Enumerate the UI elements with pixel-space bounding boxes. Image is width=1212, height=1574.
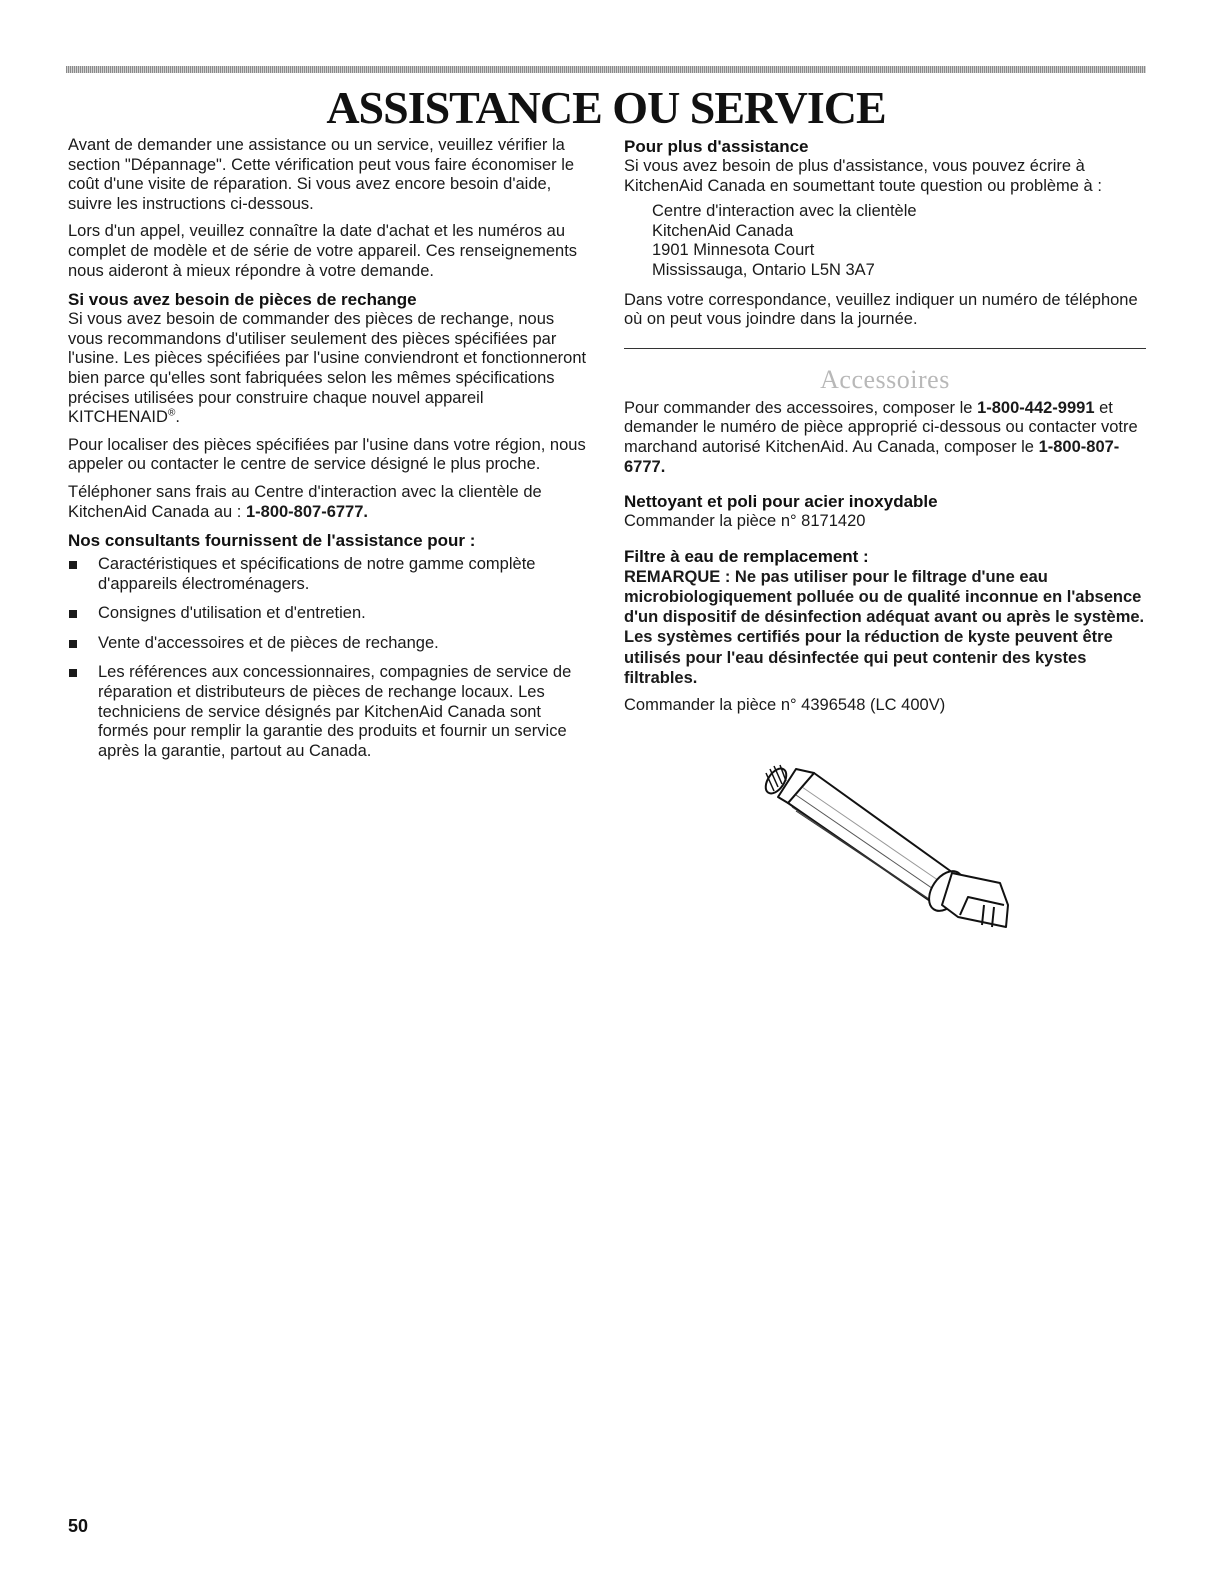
address-line: KitchenAid Canada (652, 221, 794, 240)
intro-paragraph-1: Avant de demander une assistance ou un service, veuillez vérifier la section "Dépannage". Cette vérification peut vous faire économiser le coût d'une visite de réparation. Si vous avez encore besoin d'aide, suivre les instructions ci-dessous. (68, 136, 575, 213)
parts-paragraph-1 (68, 310, 588, 428)
cleaner-heading: Nettoyant et poli pour acier inoxydable (624, 492, 938, 512)
list-item-text: Vente d'accessoires et de pièces de rechange. (98, 633, 439, 652)
filter-remarque-note: REMARQUE : Ne pas utiliser pour le filtrage d'une eau microbiologiquement polluée ou de qualité inconnue en l'absence d'un dispositif de désinfection adéquat avant ou après le système. Les systèmes certifiés pour la réduction de kyste peuvent être utilisés pour l'eau désinfectée qui peut contenir des kystes filtrables. (624, 567, 1145, 687)
consultants-list (68, 555, 588, 761)
order-text-1: Pour commander des accessoires, composer le (624, 398, 978, 417)
address-line: Mississauga, Ontario L5N 3A7 (652, 260, 875, 279)
list-item (68, 555, 588, 594)
address-line: Centre d'interaction avec la clientèle (652, 202, 917, 221)
order-phone-2: 1-800-807-6777. (624, 437, 1120, 476)
intro-paragraph-2: Lors d'un appel, veuillez connaître la date d'achat et les numéros au complet de modèle et de série de votre appareil. Ces renseignements nous aideront à mieux répondre à votre demande. (68, 222, 578, 280)
correspondence-text: Dans votre correspondance, veuillez indiquer un numéro de téléphone où on peut vous joindre dans la journée. (624, 290, 1138, 329)
list-item (68, 604, 588, 624)
registered-mark: ® (167, 407, 176, 419)
filter-heading: Filtre à eau de remplacement : (624, 546, 869, 566)
cleaner-order-text: Commander la pièce n° 8171420 (624, 512, 866, 531)
list-item (68, 663, 588, 761)
accessories-title: Accessoires (820, 364, 950, 394)
bullet-square-icon (69, 561, 77, 569)
top-decorative-rule (66, 66, 1146, 73)
list-item-text: Les références aux concessionnaires, compagnies de service de réparation et distributeurs de pièces de rechange locaux. Les techniciens de service désignés par KitchenAid Canada sont formés pour remplir la garantie des produits et fournir un service après la garantie, partout au Canada. (98, 663, 572, 760)
page-number: 50 (68, 1516, 89, 1536)
mailing-address (652, 202, 1146, 280)
order-text-2: et demander le numéro de pièce approprié ci-dessous ou contacter votre marchand autorisé KitchenAid. Au Canada, composer le (624, 398, 1138, 456)
order-phone-1: 1-800-442-9991 (977, 398, 1095, 417)
parts-paragraph-1-text: Si vous avez besoin de commander des pièces de rechange, nous vous recommandons d'utiliser seulement des pièces spécifiées par l'usine. Les pièces spécifiées par l'usine conviendront et fonctionneront bien parce qu'elles sont fabriquées selon les mêmes spécifications précises utilisées pour construire chaque nouvel appareil KITCHENAID (68, 310, 587, 427)
phone-number: 1-800-807-6777. (245, 502, 368, 521)
bullet-square-icon (69, 669, 77, 677)
water-filter-illustration (756, 755, 1018, 933)
left-column (68, 136, 588, 771)
consultants-heading: Nos consultants fournissent de l'assistance pour : (68, 531, 476, 551)
page-title: ASSISTANCE OU SERVICE (326, 82, 886, 133)
parts-paragraph-1-end: . (175, 408, 180, 427)
list-item-text: Consignes d'utilisation et d'entretien. (98, 604, 366, 623)
phone-text: Téléphoner sans frais au Centre d'interaction avec la clientèle de KitchenAid Canada au : (68, 482, 542, 521)
filter-order-text: Commander la pièce n° 4396548 (LC 400V) (624, 695, 946, 714)
list-item-text: Caractéristiques et spécifications de notre gamme complète d'appareils électroménagers. (98, 555, 536, 593)
right-column (624, 136, 1146, 716)
list-item (68, 634, 588, 654)
order-accessories-text (624, 399, 1146, 477)
more-assistance-text: Si vous avez besoin de plus d'assistance, vous pouvez écrire à KitchenAid Canada en soumettant toute question ou problème à : (624, 157, 1102, 195)
parts-paragraph-2: Pour localiser des pièces spécifiées par l'usine dans votre région, nous appeler ou contacter le centre de service désigné le plus proche. (68, 435, 586, 474)
address-line: 1901 Minnesota Court (652, 241, 815, 260)
bullet-square-icon (69, 610, 77, 618)
bullet-square-icon (69, 640, 77, 648)
parts-heading: Si vous avez besoin de pièces de rechange (68, 290, 417, 310)
section-divider (624, 348, 1146, 349)
more-assistance-heading: Pour plus d'assistance (624, 137, 809, 156)
phone-paragraph (68, 483, 588, 522)
